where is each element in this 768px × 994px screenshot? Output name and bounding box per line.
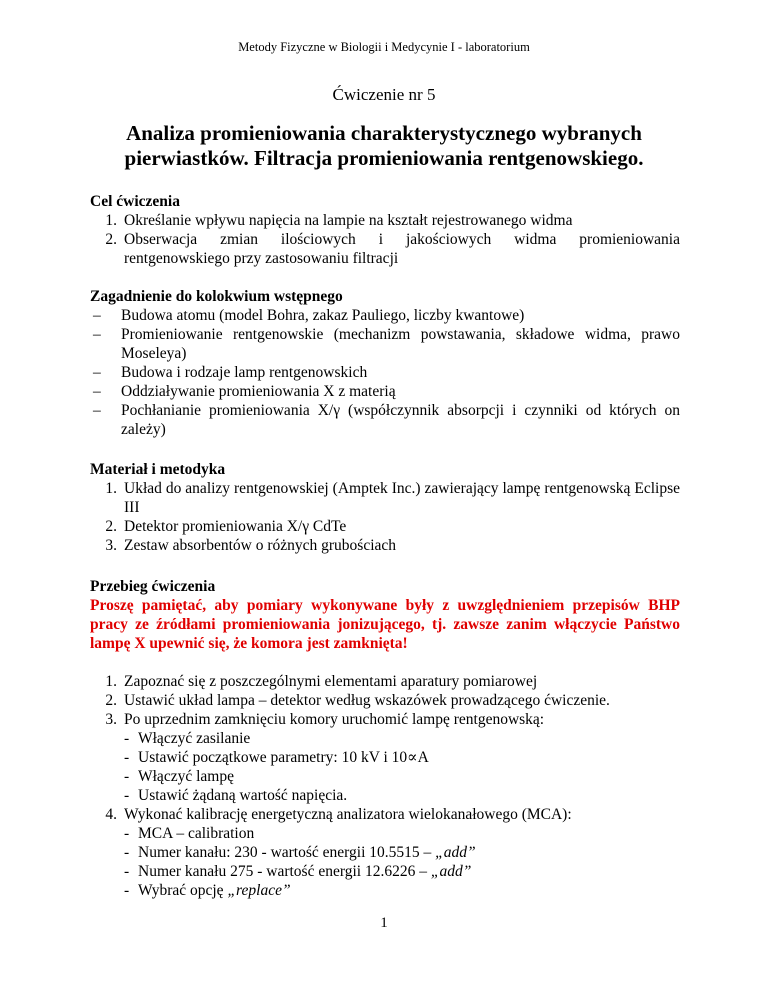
item-text: Promieniowanie rentgenowskie (mechanizm powstawania, składowe widma, prawo Moseleya) [121, 326, 680, 362]
italic-keyword: „add” [435, 844, 476, 861]
sub-item-text: Włączyć zasilanie [138, 730, 251, 747]
item-text: Zapoznać się z poszczególnymi elementami aparatury pomiarowej [124, 673, 538, 690]
item-text: Określanie wpływu napięcia na lampie na kształt rejestrowanego widma [124, 212, 573, 229]
document-title [0, 121, 768, 171]
list-item [90, 382, 680, 401]
sub-item-text: MCA – calibration [138, 825, 255, 842]
section-zagadnienie [90, 287, 680, 439]
item-text: Układ do analizy rentgenowskiej (Amptek Inc.) zawierający lampę rentgenowską Eclipse III [124, 480, 680, 516]
item-text-line: rentgenowskiego przy zastosowaniu filtracji [124, 250, 399, 267]
safety-warning: Proszę pamiętać, aby pomiary wykonywane były z uwzględnieniem przepisów BHP pracy ze źródłami promieniowania jonizującego, tj. zawsze zanim włączycie Państwo lampę X upewnić się, że komora jest zamknięta! [90, 597, 680, 652]
item-number: 2. [105, 518, 117, 535]
page-header: Metody Fizyczne w Biologii i Medycynie I - laboratorium [238, 40, 530, 54]
item-number: 2. [105, 231, 117, 248]
list-item [90, 306, 680, 325]
section-przebieg [90, 577, 680, 653]
sub-item-text: Numer kanału: 230 - wartość energii 10.5515 – „add” [138, 844, 476, 861]
item-text: Wykonać kalibrację energetyczną analizatora wielokanałowego (MCA): [124, 806, 572, 823]
italic-keyword: „replace” [227, 882, 291, 899]
section-heading: Materiał i metodyka [90, 461, 226, 478]
sub-item-text: Ustawić żądaną wartość napięcia. [138, 787, 348, 804]
list-item [90, 479, 680, 517]
item-text: Pochłanianie promieniowania X/γ (współczynnik absorpcji i czynniki od których on zależy) [121, 402, 680, 438]
list-item [90, 363, 680, 382]
list-item [90, 401, 680, 439]
item-number: 4. [105, 806, 117, 823]
item-text: Budowa i rodzaje lamp rentgenowskich [121, 364, 368, 381]
sub-item-text: Włączyć lampę [138, 768, 234, 785]
section-cel [90, 192, 680, 268]
list-item [90, 211, 680, 230]
sub-item: - Ustawić żądaną wartość napięcia. [124, 787, 348, 804]
item-text [124, 230, 680, 268]
sub-item-text: Numer kanału 275 - wartość energii 12.6226 – „add” [138, 863, 472, 880]
item-text: Budowa atomu (model Bohra, zakaz Pauliego, liczby kwantowe) [121, 307, 525, 324]
dash-bullet: – [93, 383, 101, 400]
section-heading: Cel ćwiczenia [90, 193, 180, 210]
section-material [90, 460, 680, 555]
sub-item: - Numer kanału 275 - wartość energii 12.6226 – „add” [124, 863, 472, 880]
item-number: 2. [105, 692, 117, 709]
list-item [90, 805, 680, 824]
section-heading: Zagadnienie do kolokwium wstępnego [90, 288, 343, 305]
sub-item-text: Ustawić początkowe parametry: 10 kV i 10∝A [138, 749, 429, 766]
list-item [90, 325, 680, 363]
sub-item: - Numer kanału: 230 - wartość energii 10.5515 – „add” [124, 844, 476, 861]
item-text: Oddziaływanie promieniowania X z materią [121, 383, 396, 400]
item-number: 3. [105, 711, 117, 728]
sub-item: - Włączyć zasilanie [124, 730, 251, 747]
title-line-2: pierwiastków. Filtracja promieniowania rentgenowskiego. [124, 146, 644, 170]
section-heading: Przebieg ćwiczenia [90, 578, 216, 595]
item-number: 3. [105, 537, 117, 554]
list-item [90, 672, 680, 691]
sub-item: - Ustawić początkowe parametry: 10 kV i 10∝A [124, 749, 429, 766]
dash-bullet: – [93, 326, 101, 343]
item-number: 1. [105, 673, 117, 690]
item-text: Zestaw absorbentów o różnych grubościach [124, 537, 397, 554]
list-item [90, 710, 680, 729]
list-item [90, 517, 680, 536]
exercise-number: Ćwiczenie nr 5 [332, 85, 436, 104]
dash-bullet: – [93, 364, 101, 381]
item-number: 1. [105, 212, 117, 229]
title-line-1: Analiza promieniowania charakterystycznego wybranych [126, 121, 642, 145]
item-text: Detektor promieniowania X/γ CdTe [124, 518, 347, 535]
item-text: Ustawić układ lampa – detektor według wskazówek prowadzącego ćwiczenie. [124, 692, 610, 709]
item-text: Po uprzednim zamknięciu komory uruchomić lampę rentgenowską: [124, 711, 545, 728]
item-text-line: Obserwacja zmian ilościowych i jakościowych widma promieniowania [124, 231, 680, 248]
item-number: 1. [105, 480, 117, 497]
list-item [90, 691, 680, 710]
dash-bullet: – [93, 307, 101, 324]
sub-item: - MCA – calibration [124, 825, 255, 842]
procedure-steps [90, 672, 680, 900]
italic-keyword: „add” [430, 863, 472, 880]
page-number: 1 [380, 915, 388, 931]
list-item [90, 536, 680, 555]
list-item [90, 230, 680, 268]
sub-item: - Włączyć lampę [124, 768, 234, 785]
dash-bullet: – [93, 402, 101, 419]
sub-item-text: Wybrać opcję „replace” [138, 882, 291, 899]
sub-item: - Wybrać opcję „replace” [124, 882, 291, 899]
